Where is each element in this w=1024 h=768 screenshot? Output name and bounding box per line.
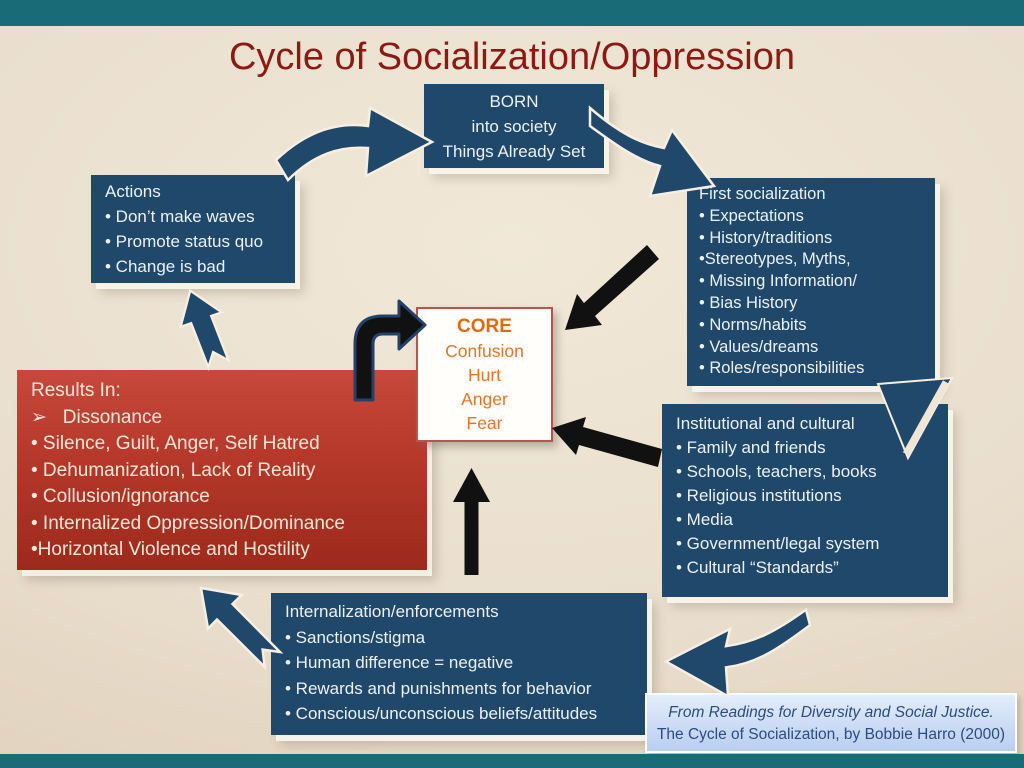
actions-box [91, 175, 295, 283]
arrow-first-socialization-to-core-icon [555, 240, 663, 340]
text-line: Things Already Set [442, 142, 586, 161]
text-line: • Collusion/ignorance [31, 486, 210, 507]
arrow-results-to-core-icon [345, 296, 430, 404]
text-line: • Human difference = negative [285, 653, 514, 672]
text-line: Internalization/enforcements [285, 602, 499, 621]
text-line: ➢ Dissonance [31, 406, 163, 428]
text-line: • Religious institutions [676, 486, 842, 505]
text-line: • Missing Information/ [699, 272, 857, 291]
arrow-institutional-to-internalization-icon [660, 602, 812, 700]
text-line: • Don’t make waves [105, 207, 255, 226]
text-line: CORE [457, 316, 512, 337]
text-line: • Government/legal system [676, 534, 880, 553]
top-accent-bar [0, 0, 1024, 26]
text-line: • Schools, teachers, books [676, 462, 877, 481]
core-box [416, 307, 553, 442]
text-line: BORN [489, 92, 539, 111]
text-line: •Stereotypes, Myths, [699, 250, 851, 269]
text-line: Actions [105, 182, 161, 201]
arrow-first-socialization-to-institutional-icon [876, 376, 956, 462]
arrow-actions-to-born-icon [272, 100, 437, 185]
text-line: • Silence, Guilt, Anger, Self Hatred [31, 433, 320, 454]
text-line: • Roles/responsibilities [699, 359, 865, 378]
first-socialization-box [687, 178, 935, 386]
text-line: • Promote status quo [105, 232, 264, 251]
text-line: • Sanctions/stigma [285, 627, 426, 647]
text-line: • Media [676, 510, 733, 529]
bottom-accent-bar [0, 754, 1024, 768]
arrow-institutional-to-core-icon [545, 398, 667, 468]
text-line: • Expectations [699, 206, 804, 225]
text-line: Fear [466, 413, 503, 433]
arrow-born-to-first-socialization-icon [588, 98, 723, 198]
text-line: First socialization [699, 185, 826, 203]
arrow-internalization-to-results-icon [193, 580, 293, 680]
text-line: • Cultural “Standards” [676, 558, 839, 577]
text-line: Institutional and cultural [676, 414, 855, 433]
text-line: • Rewards and punishments for behavior [285, 678, 592, 698]
text-line: • History/traditions [699, 228, 833, 247]
text-line: Anger [461, 389, 508, 409]
text-line: • Norms/habits [699, 315, 807, 334]
text-line: • Values/dreams [699, 337, 819, 356]
text-line: Hurt [467, 365, 502, 385]
text-line: • Change is bad [105, 257, 226, 276]
text-line: • Internalized Oppression/Dominance [31, 512, 345, 534]
text-line: • Dehumanization, Lack of Reality [31, 459, 316, 481]
text-line: • Family and friends [676, 438, 826, 457]
text-line: into society [471, 117, 557, 136]
citation-box [645, 693, 1017, 753]
internalization-box [271, 593, 647, 735]
text-line: Results In: [31, 380, 121, 401]
text-line: • Conscious/unconscious beliefs/attitudes [285, 704, 598, 723]
arrow-internalization-to-core-icon [453, 468, 490, 575]
page-title: Cycle of Socialization/Oppression [228, 36, 796, 78]
text-line: From Readings for Diversity and Social Justice. [668, 704, 994, 721]
text-line: The Cycle of Socialization, by Bobbie Harro (2000) [656, 726, 1006, 743]
arrow-results-to-actions-icon [150, 287, 238, 372]
text-line: Confusion [445, 341, 524, 361]
text-line: • Bias History [699, 293, 798, 312]
text-line: •Horizontal Violence and Hostility [31, 539, 310, 560]
born-box [424, 84, 604, 168]
